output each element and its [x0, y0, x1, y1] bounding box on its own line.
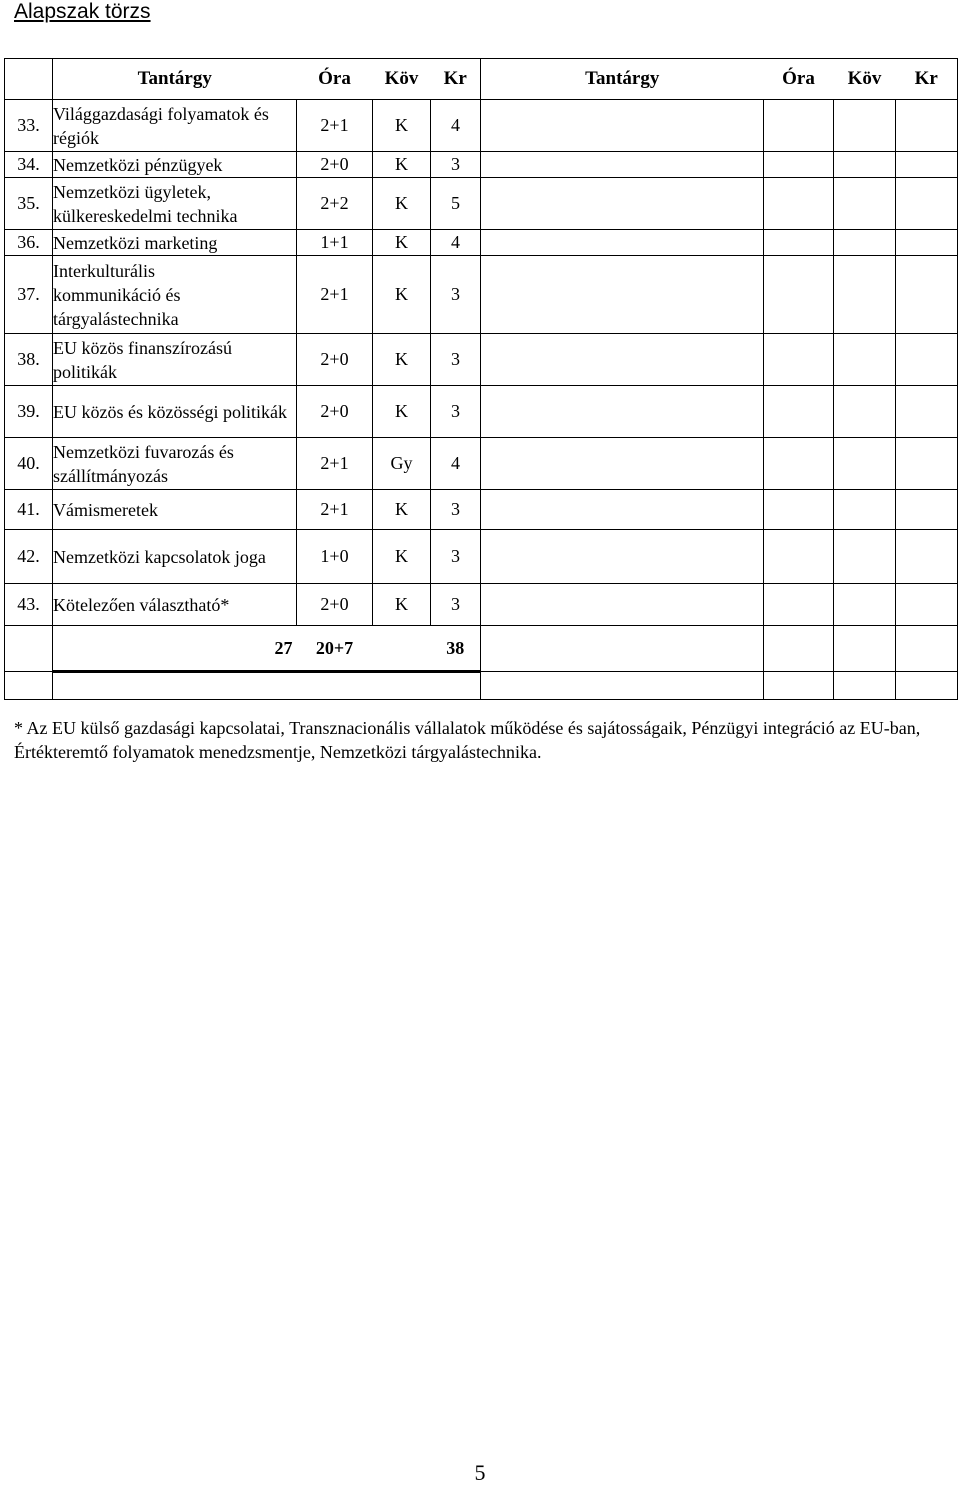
empty-cell [834, 672, 896, 700]
subject-name: Interkulturális kommunikáció és tárgyalástechnika [53, 256, 297, 334]
empty-cell [896, 584, 958, 626]
hours-value: 2+1 [297, 490, 373, 530]
requirement-value: K [373, 334, 431, 386]
empty-cell [764, 178, 834, 230]
empty-cell [834, 334, 896, 386]
row-number: 37. [5, 256, 53, 334]
subject-name: Nemzetközi pénzügyek [53, 152, 297, 178]
empty-cell [896, 256, 958, 334]
hours-value: 2+2 [297, 178, 373, 230]
header-requirement: Köv [373, 59, 431, 100]
subject-name: Nemzetközi kapcsolatok joga [53, 530, 297, 584]
empty-cell [896, 152, 958, 178]
credits-value: 4 [431, 100, 481, 152]
empty-cell [834, 530, 896, 584]
empty-cell [896, 178, 958, 230]
subject-name: Nemzetközi marketing [53, 230, 297, 256]
credits-value: 4 [431, 438, 481, 490]
empty-cell [764, 530, 834, 584]
empty-cell [764, 490, 834, 530]
row-number: 35. [5, 178, 53, 230]
empty-cell [481, 672, 764, 700]
hours-value: 2+0 [297, 152, 373, 178]
table-row [5, 152, 958, 178]
subject-name: Nemzetközi ügyletek, külkereskedelmi technika [53, 178, 297, 230]
row-number: 36. [5, 230, 53, 256]
hours-value: 2+0 [297, 584, 373, 626]
empty-cell [896, 530, 958, 584]
requirement-value: K [373, 178, 431, 230]
hours-value: 1+0 [297, 530, 373, 584]
subject-name: Világgazdasági folyamatok és régiók [53, 100, 297, 152]
credits-value: 3 [431, 386, 481, 438]
row-number: 40. [5, 438, 53, 490]
empty-cell [481, 334, 764, 386]
requirement-value: K [373, 100, 431, 152]
header-credits-2: Kr [896, 59, 958, 100]
hours-value: 2+0 [297, 386, 373, 438]
table-row [5, 438, 958, 490]
empty-cell [834, 386, 896, 438]
subject-name: EU közös és közösségi politikák [53, 386, 297, 438]
row-number: 41. [5, 490, 53, 530]
blank-row [5, 672, 958, 700]
row-number: 43. [5, 584, 53, 626]
header-subject-2: Tantárgy [481, 59, 764, 100]
empty-cell [431, 672, 481, 700]
header-hours-2: Óra [764, 59, 834, 100]
credits-value: 3 [431, 490, 481, 530]
requirement-value: K [373, 230, 431, 256]
empty-cell [834, 152, 896, 178]
hours-value: 2+1 [297, 100, 373, 152]
header-row [5, 59, 958, 100]
hours-value: 2+1 [297, 256, 373, 334]
empty-cell [896, 334, 958, 386]
empty-cell [481, 530, 764, 584]
empty-cell [481, 584, 764, 626]
empty-cell [764, 256, 834, 334]
row-number: 39. [5, 386, 53, 438]
empty-cell [834, 490, 896, 530]
table-row [5, 334, 958, 386]
empty-cell [481, 178, 764, 230]
empty-cell [896, 626, 958, 672]
empty-cell [373, 672, 431, 700]
curriculum-table [4, 58, 958, 700]
hours-value: 1+1 [297, 230, 373, 256]
empty-cell [764, 626, 834, 672]
empty-cell [834, 256, 896, 334]
empty-cell [297, 672, 373, 700]
row-number: 34. [5, 152, 53, 178]
requirement-value: Gy [373, 438, 431, 490]
empty-cell [481, 152, 764, 178]
row-number: 33. [5, 100, 53, 152]
credits-value: 3 [431, 256, 481, 334]
subject-name: Vámismeretek [53, 490, 297, 530]
table-row [5, 490, 958, 530]
credits-value: 3 [431, 584, 481, 626]
requirement-value: K [373, 584, 431, 626]
requirement-value: K [373, 490, 431, 530]
footnote: * Az EU külső gazdasági kapcsolatai, Transznacionális vállalatok működése és sajátosságaik, Pénzügyi integráció az EU-ban, Értékteremtő folyamatok menedzsmentje, Nemzetközi tárgyalástechnika. [14, 718, 921, 762]
totals-hours: 20+7 [297, 626, 373, 672]
empty-cell [764, 386, 834, 438]
empty-cell [53, 672, 297, 700]
empty-cell [764, 100, 834, 152]
requirement-value: K [373, 530, 431, 584]
empty-cell [481, 386, 764, 438]
totals-credits: 38 [431, 626, 481, 672]
empty-cell [834, 230, 896, 256]
empty-cell [896, 386, 958, 438]
empty-cell [896, 230, 958, 256]
empty-cell [481, 256, 764, 334]
credits-value: 3 [431, 152, 481, 178]
page-title: Alapszak törzs [14, 0, 151, 23]
requirement-value: K [373, 256, 431, 334]
empty-cell [834, 178, 896, 230]
empty-cell [764, 438, 834, 490]
header-credits: Kr [431, 59, 481, 100]
empty-cell [764, 334, 834, 386]
header-subject: Tantárgy [53, 59, 297, 100]
empty-cell [481, 490, 764, 530]
header-requirement-2: Köv [834, 59, 896, 100]
table-row [5, 230, 958, 256]
empty-cell [896, 490, 958, 530]
credits-value: 5 [431, 178, 481, 230]
empty-cell [896, 438, 958, 490]
empty-cell [834, 626, 896, 672]
empty-cell [834, 438, 896, 490]
table-row [5, 584, 958, 626]
table-row [5, 256, 958, 334]
table-row [5, 100, 958, 152]
empty-cell [5, 626, 53, 672]
hours-value: 2+0 [297, 334, 373, 386]
page-number: 5 [474, 1460, 486, 1485]
requirement-value: K [373, 386, 431, 438]
requirement-value: K [373, 152, 431, 178]
empty-cell [764, 152, 834, 178]
empty-cell [481, 230, 764, 256]
credits-value: 3 [431, 334, 481, 386]
empty-cell [896, 100, 958, 152]
totals-count: 27 [53, 626, 297, 672]
row-number: 42. [5, 530, 53, 584]
empty-cell [764, 584, 834, 626]
empty-cell [481, 438, 764, 490]
subject-name: EU közös finanszírozású politikák [53, 334, 297, 386]
credits-value: 3 [431, 530, 481, 584]
hours-value: 2+1 [297, 438, 373, 490]
table-row [5, 530, 958, 584]
empty-cell [764, 230, 834, 256]
credits-value: 4 [431, 230, 481, 256]
totals-row [5, 626, 958, 672]
empty-cell [481, 100, 764, 152]
empty-cell [834, 100, 896, 152]
empty-cell [373, 626, 431, 672]
header-hours: Óra [297, 59, 373, 100]
table-row [5, 178, 958, 230]
subject-name: Kötelezően választható* [53, 584, 297, 626]
empty-cell [834, 584, 896, 626]
row-number: 38. [5, 334, 53, 386]
header-empty [5, 59, 53, 100]
empty-cell [5, 672, 53, 700]
table-row [5, 386, 958, 438]
subject-name: Nemzetközi fuvarozás és szállítmányozás [53, 438, 297, 490]
empty-cell [896, 672, 958, 700]
empty-cell [481, 626, 764, 672]
empty-cell [764, 672, 834, 700]
